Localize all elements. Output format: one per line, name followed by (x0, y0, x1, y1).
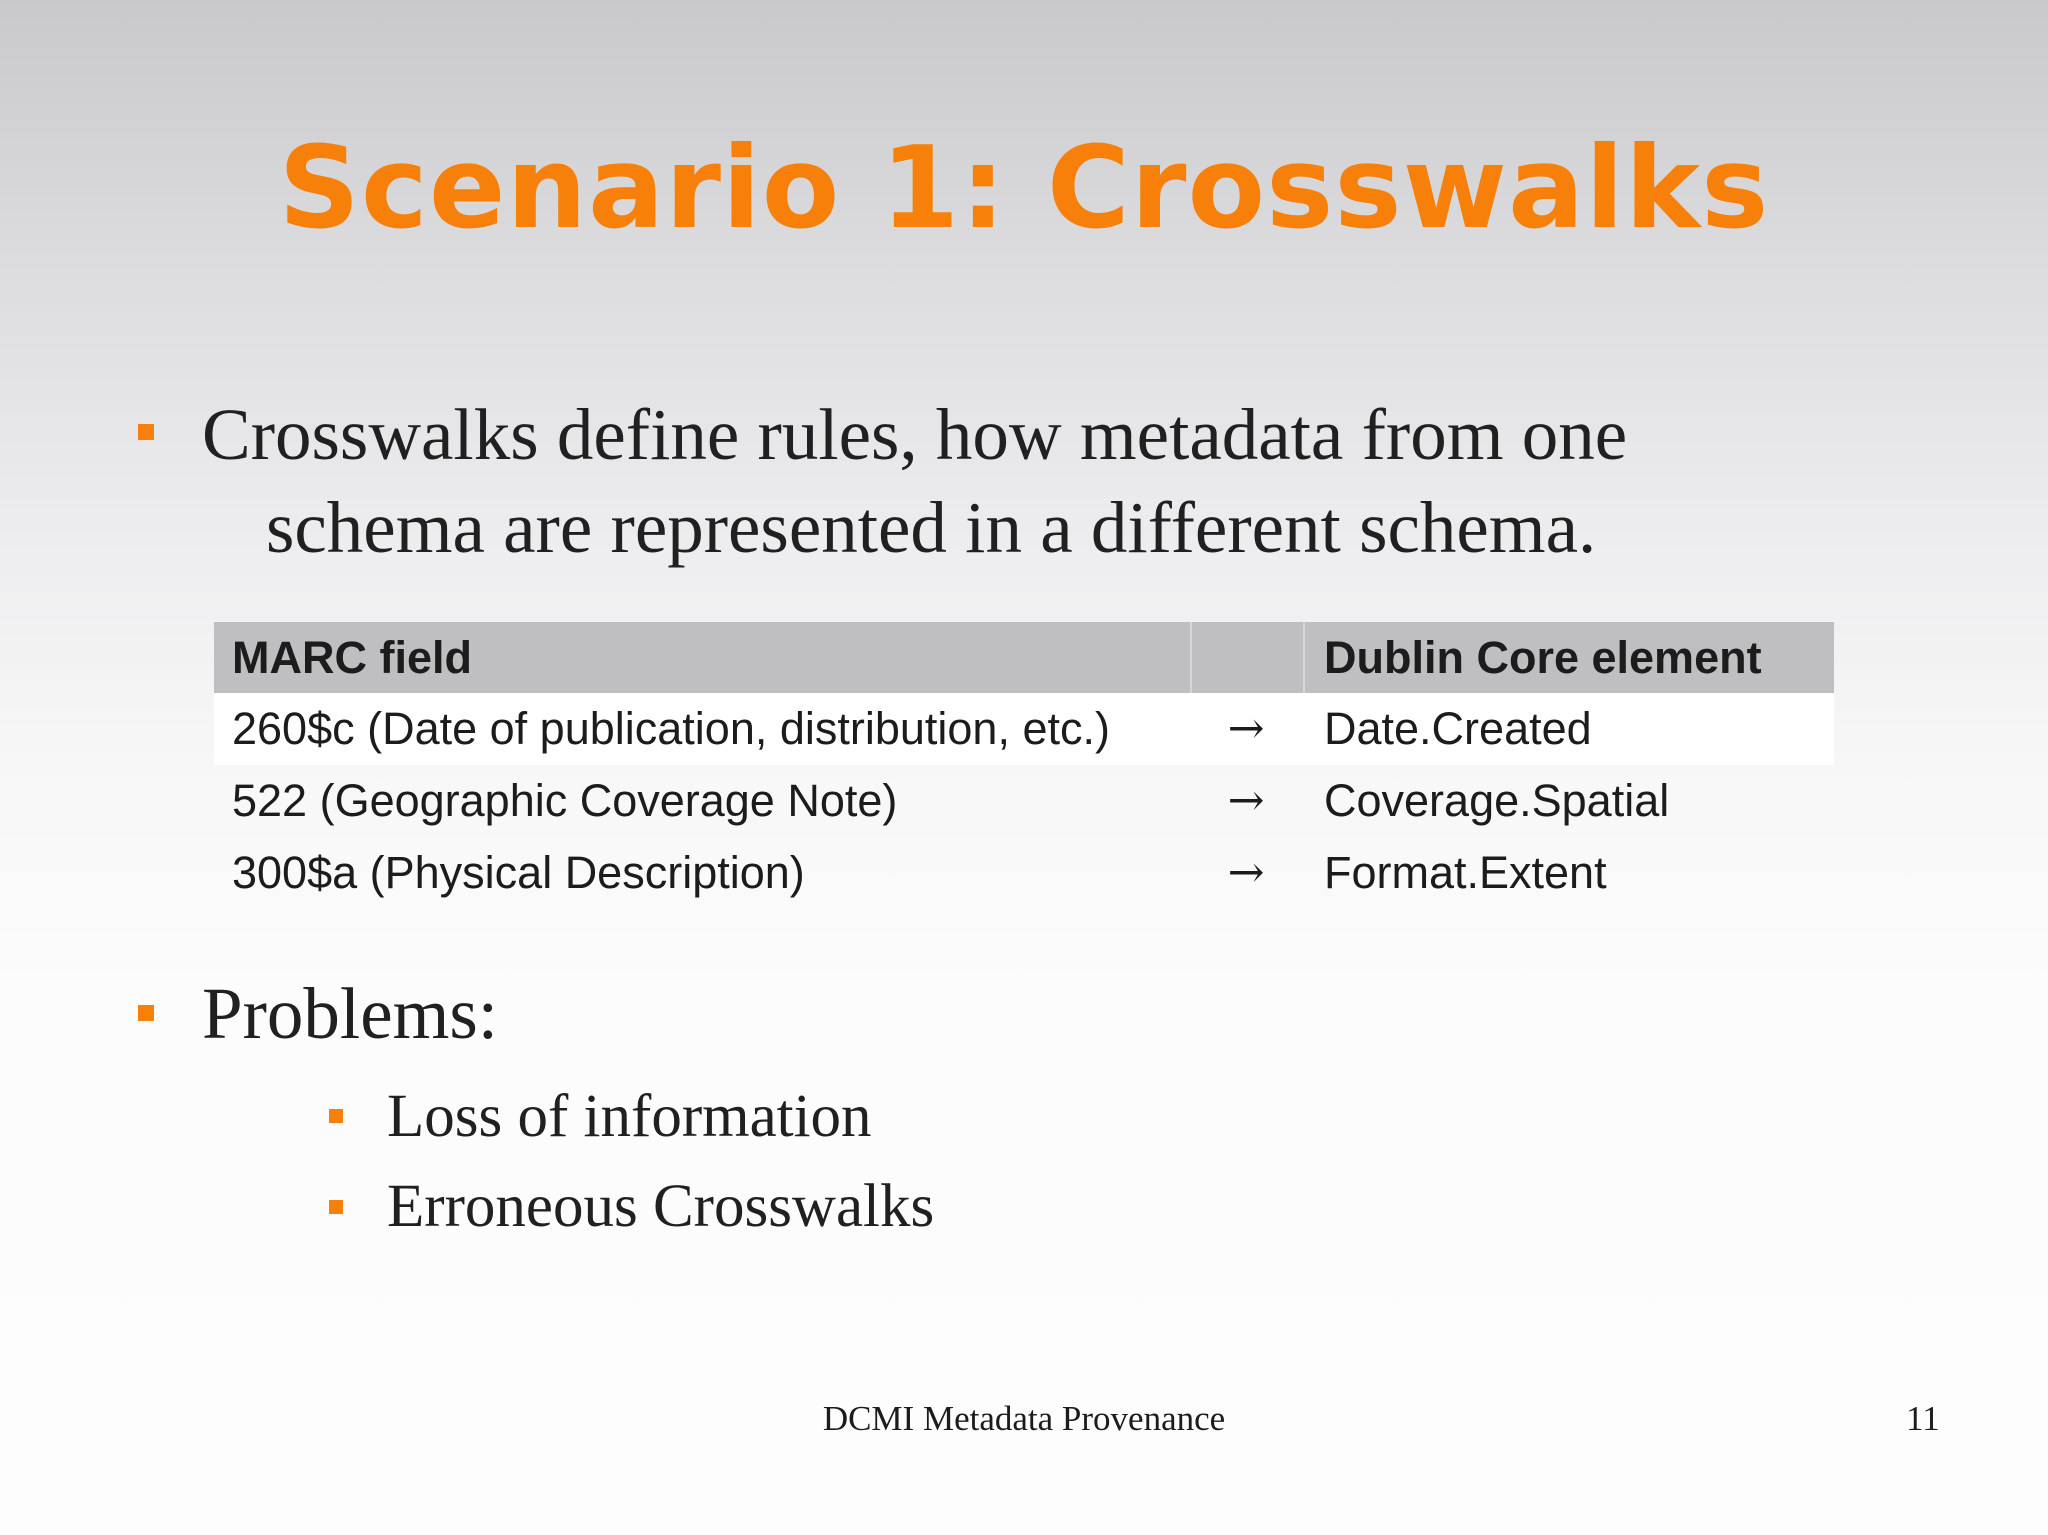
table-header-row (214, 622, 1834, 693)
problem-item: Loss of information (387, 1083, 872, 1150)
square-bullet-icon (329, 1200, 343, 1214)
crosswalk-table (214, 622, 1834, 909)
table-cell-dc: Date.Created (1324, 703, 1592, 754)
square-bullet-icon (138, 1005, 154, 1021)
arrow-icon: → (1227, 847, 1265, 898)
table-header-arrow (1191, 622, 1301, 693)
bullet-text-line2: schema are represented in a different schema. (266, 487, 1597, 568)
table-header-marc: MARC field (232, 632, 472, 683)
table-row (214, 837, 1834, 909)
bullet-text-line1: Crosswalks define rules, how metadata from one (202, 394, 1628, 475)
problems-label: Problems: (202, 973, 499, 1054)
table-cell-marc: 260$c (Date of publication, distribution, etc.) (232, 703, 1110, 754)
table-cell-marc: 522 (Geographic Coverage Note) (232, 775, 898, 826)
problem-item: Erroneous Crosswalks (387, 1173, 935, 1240)
table-header-dc: Dublin Core element (1324, 632, 1762, 683)
slide-title: Scenario 1: Crosswalks (278, 122, 1770, 254)
arrow-icon: → (1227, 775, 1265, 826)
footer-title: DCMI Metadata Provenance (822, 1399, 1226, 1438)
arrow-icon: → (1227, 703, 1265, 754)
square-bullet-icon (138, 424, 154, 440)
square-bullet-icon (329, 1109, 343, 1123)
table-row (214, 765, 1834, 837)
table-cell-marc: 300$a (Physical Description) (232, 847, 805, 898)
table-cell-dc: Format.Extent (1324, 847, 1607, 898)
table-row (214, 693, 1834, 765)
table-cell-dc: Coverage.Spatial (1324, 775, 1670, 826)
header-divider (1303, 622, 1305, 693)
page-number: 11 (1906, 1399, 1940, 1438)
